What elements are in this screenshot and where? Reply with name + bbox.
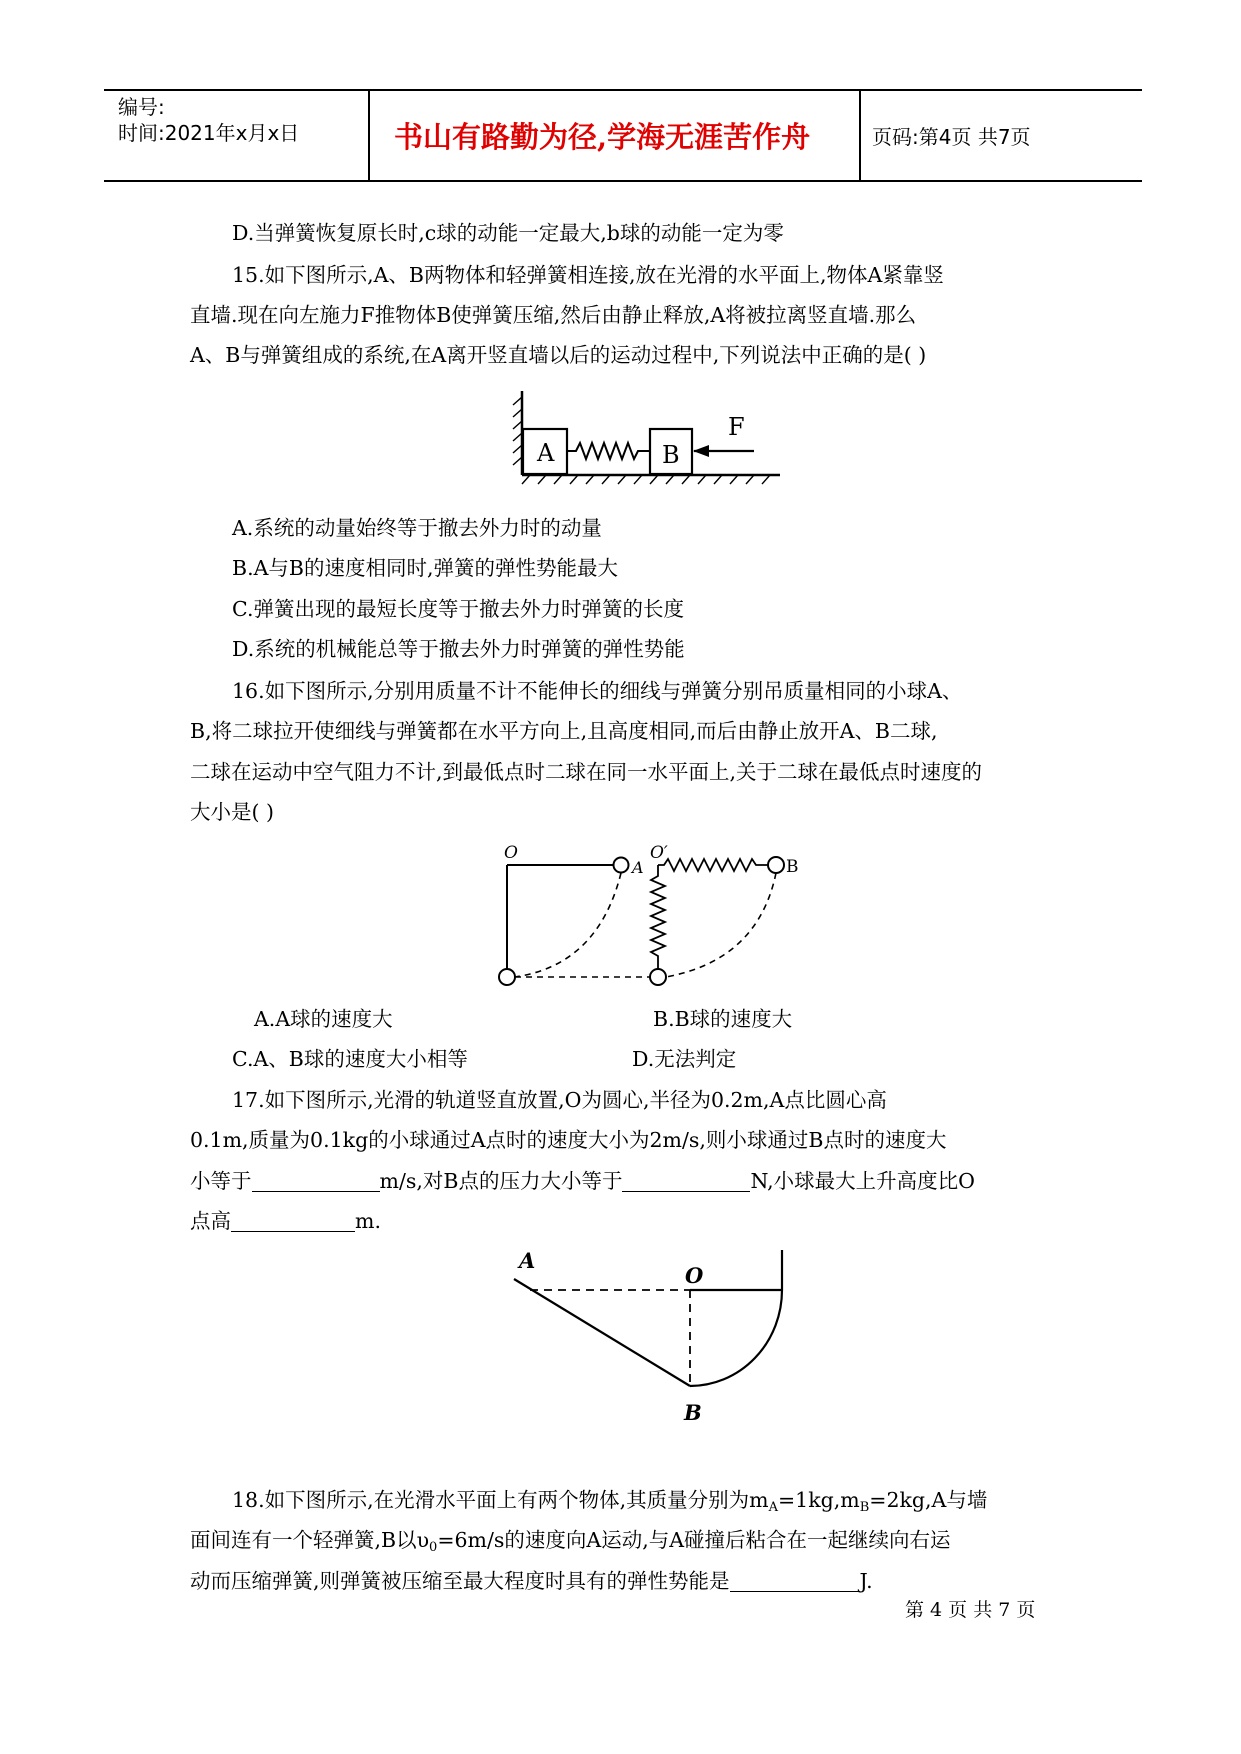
q15-option-b: B.A与B的速度相同时,弹簧的弹性势能最大 [232, 556, 618, 580]
q18-sub-0: 0 [429, 1540, 438, 1555]
q17-text-d: 点高 [190, 1209, 231, 1233]
q16-spring-horizontal [658, 859, 768, 871]
q15-line-1: 15.如下图所示,A、B两物体和轻弹簧相连接,放在光滑的水平面上,物体A紧靠竖 [232, 263, 944, 287]
q17-label-a: A [519, 1250, 536, 1273]
q17-text-e: m. [355, 1209, 381, 1233]
q15-option-c: C.弹簧出现的最短长度等于撤去外力时弹簧的长度 [232, 597, 684, 621]
q15-force-arrowhead [693, 445, 709, 457]
q18-text-f: 动而压缩弹簧,则弹簧被压缩至最大程度时具有的弹性势能是 [190, 1569, 730, 1593]
q16-line-2: B,将二球拉开使细线与弹簧都在水平方向上,且高度相同,而后由静止放开A、B二球, [190, 719, 938, 743]
page-footer: 第 4 页 共 7 页 [905, 1599, 1036, 1621]
q15-line-2: 直墙.现在向左施力F推物体B使弹簧压缩,然后由静止释放,A将被拉离竖直墙.那么 [190, 303, 917, 327]
q16-option-d: D.无法判定 [632, 1047, 737, 1071]
q17-arc [690, 1290, 782, 1386]
motto: 书山有路勤为径,学海无涯苦作舟 [394, 120, 811, 154]
q16-label-b: B [786, 857, 799, 877]
q16-figure [488, 840, 818, 990]
q17-label-o: O [685, 1263, 704, 1288]
q18-text-d: 面间连有一个轻弹簧,B以υ [190, 1528, 430, 1552]
q16-ball-b-top [768, 857, 784, 873]
q16-spring-vertical [651, 865, 665, 969]
q17-line-4 [190, 1201, 1060, 1241]
q18-text-g: J. [859, 1569, 873, 1593]
header-divider-left [368, 89, 370, 181]
q18-sub-a: A [768, 1500, 778, 1515]
page-label: 页码:第4页 共7页 [872, 125, 1031, 149]
header-top-rule [104, 89, 1142, 91]
q18-text-e: =6m/s的速度向A运动,与A碰撞后粘合在一起继续向右运 [437, 1528, 951, 1552]
q18-line-2 [190, 1520, 1060, 1560]
q15-figure [510, 385, 790, 497]
q17-blank-force[interactable] [622, 1167, 750, 1192]
q16-line-4: 大小是( ) [190, 800, 275, 824]
q17-text-a: 小等于 [190, 1169, 252, 1193]
q18-blank-energy[interactable] [730, 1567, 860, 1592]
q16-ball-a-top [614, 858, 629, 873]
q16-path-b [666, 873, 776, 977]
q16-label-o: O [504, 843, 518, 863]
q14-option-d: D.当弹簧恢复原长时,c球的动能一定最大,b球的动能一定为零 [232, 221, 784, 245]
header-divider-right [859, 89, 861, 181]
time-label: 时间:2021年x月x日 [118, 121, 300, 145]
q16-option-a: A.A球的速度大 [254, 1007, 393, 1031]
q16-label-o-prime: O′ [650, 843, 668, 863]
q16-ball-a-bottom [499, 969, 515, 985]
q18-line-1 [232, 1480, 1102, 1520]
q17-label-b: B [684, 1400, 702, 1425]
q15-option-d: D.系统的机械能总等于撤去外力时弹簧的弹性势能 [232, 637, 685, 661]
q18-text-a: 18.如下图所示,在光滑水平面上有两个物体,其质量分别为m [232, 1488, 769, 1512]
q15-label-a: A [537, 439, 555, 467]
q15-option-a: A.系统的动量始终等于撤去外力时的动量 [232, 516, 602, 540]
q16-label-a: A [632, 858, 644, 877]
q18-line-3 [190, 1561, 1060, 1601]
serial-label: 编号: [118, 95, 165, 119]
q16-option-b: B.B球的速度大 [653, 1007, 793, 1031]
q15-line-3: A、B与弹簧组成的系统,在A离开竖直墙以后的运动过程中,下列说法中正确的是( ) [190, 343, 927, 367]
q15-label-b: B [662, 441, 680, 469]
q17-text-b: m/s,对B点的压力大小等于 [379, 1169, 623, 1193]
q16-ball-b-bottom [650, 969, 666, 985]
q15-spring [567, 443, 650, 459]
q18-text-c: =2kg,A与墙 [869, 1488, 988, 1512]
q18-sub-b: B [859, 1500, 870, 1515]
q17-incline [514, 1279, 690, 1386]
q17-blank-height[interactable] [231, 1207, 355, 1232]
header-bottom-rule [104, 180, 1142, 182]
q17-line-1: 17.如下图所示,光滑的轨道竖直放置,O为圆心,半径为0.2m,A点比圆心高 [232, 1088, 887, 1112]
q17-line-3 [190, 1161, 1060, 1201]
q16-line-3: 二球在运动中空气阻力不计,到最低点时二球在同一水平面上,关于二球在最低点时速度的 [190, 760, 983, 784]
q18-text-b: =1kg,m [777, 1488, 860, 1512]
q16-line-1: 16.如下图所示,分别用质量不计不能伸长的细线与弹簧分别吊质量相同的小球A、 [232, 679, 963, 703]
q17-figure [500, 1250, 800, 1435]
q16-option-c: C.A、B球的速度大小相等 [232, 1047, 468, 1071]
q17-text-c: N,小球最大上升高度比O [750, 1169, 975, 1193]
q15-label-f: F [728, 413, 745, 441]
q16-path-a [515, 873, 621, 977]
q17-blank-speed[interactable] [252, 1167, 380, 1192]
q17-line-2: 0.1m,质量为0.1kg的小球通过A点时的速度大小为2m/s,则小球通过B点时的速度大 [190, 1128, 947, 1152]
